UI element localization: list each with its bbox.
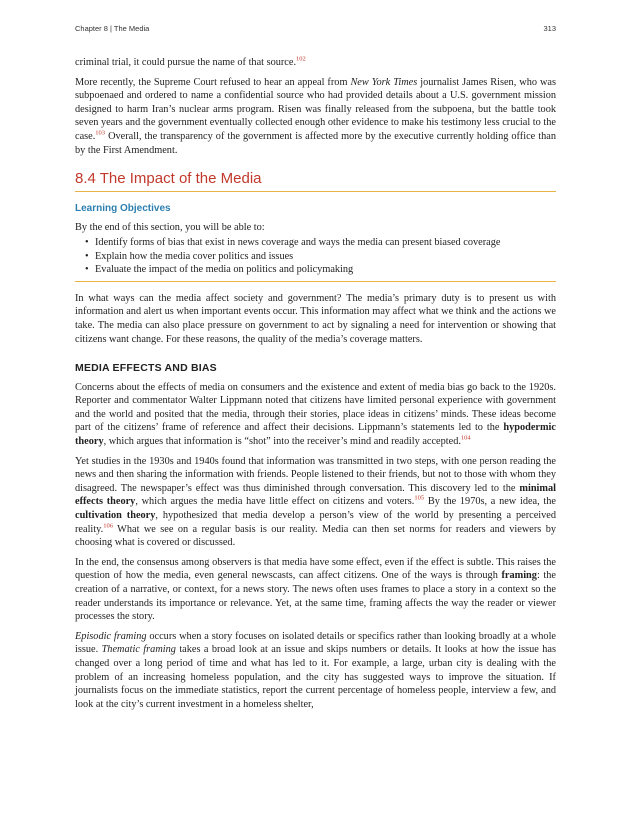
subheading: MEDIA EFFECTS AND BIAS [75, 362, 217, 375]
page-content [75, 56, 556, 717]
footnote-ref[interactable]: 104 [460, 434, 471, 442]
divider [75, 281, 556, 282]
list-item: • Explain how the media cover politics and issues [95, 250, 556, 264]
key-term: hypodermic theory [75, 422, 556, 448]
learning-objectives-intro: By the end of this section, you will be able to: [75, 222, 265, 234]
footnote-ref[interactable]: 103 [95, 129, 106, 137]
paragraph-lippmann: Concerns about the effects of media on consumers and the existence and extent of media bias go back to the 1920s. Reporter and commentator Walter Lippmann noted that citizens have limited personal experience with government and the world and posited that the media, through their stories, place ideas in citizens’ minds. These ideas become part of the citizens’ frame of reference and affect their decisions. Lippmann’s statements led to the hypodermic theory, which argues that information is “shot” into the receiver’s mind and readily accepted.$^{104}$ [75, 381, 556, 448]
paragraph-risen: More recently, the Supreme Court refused to hear an appeal from New York Times journalist James Risen, who was subpoenaed and ordered to name a confidential source who had provided details about a U.S. government mission designed to harm Iran’s nuclear arms program. Risen was finally released from the subpoena, but the battle took seven years and the government eventually collected enough other evidence to make his testimony less crucial to the case.$^{103}$ Overall, the transparency of the government is affected more by the executive currently holding office than by the First Amendment. [75, 76, 556, 156]
key-term: framing [501, 570, 537, 582]
key-term-italic: Thematic framing [101, 644, 176, 656]
section-title: 8.4 The Impact of the Media [75, 172, 556, 192]
newspaper-name: New York Times [350, 76, 418, 88]
paragraph-studies: Yet studies in the 1930s and 1940s found that information was transmitted in two steps, with one person reading the news and then sharing the information with friends. People listened to their friends, but not to those with whom they disagreed. The newspaper’s effect was thus diminished through conversation. This discovery led to the minimal effects theory, which argues the media have little effect on citizens and voters.$^{105}$ By the 1970s, a new idea, the cultivation theory, hypothesized that media develop a person’s view of the world by presenting a perceived reality.$^{106}$ What we see on a regular basis is our reality. Media can then set norms for readers and viewers by choosing what is covered or discussed. [75, 455, 556, 549]
paragraph-episodic: Episodic framing occurs when a story focuses on isolated details or specifics rather than looking broadly at a whole issue. Thematic framing takes a broad look at an issue and skips numbers or details. It looks at how the issue has changed over a long period of time and what has led to it. For example, a large, urban city is dealing with the problem of an increasing homeless population, and the city has suggested ways to improve the situation. If journalists focus on the immediate statistics, report the current percentage of homeless people, interview a few, and look at the city’s current investment in a homeless shelter, [75, 630, 557, 710]
page-number: 313 [543, 24, 556, 33]
learning-objectives-title: Learning Objectives [75, 202, 171, 214]
key-term: minimal effects theory [75, 482, 556, 508]
paragraph-media-duty: In what ways can the media affect society and government? The media’s primary duty is to present us with information and alert us when important events occur. This information may affect what we think and the actions we take. The media can also place pressure on government to act by signaling a need for intervention or showing that citizens want change. For these reasons, the quality of the media’s coverage matters. [75, 292, 556, 345]
list-item: • Evaluate the impact of the media on politics and policymaking [95, 263, 556, 277]
list-item: • Identify forms of bias that exist in news coverage and ways the media can present biased coverage [95, 236, 556, 250]
footnote-ref[interactable]: 102 [296, 55, 306, 63]
footnote-ref[interactable]: 105 [414, 495, 425, 503]
learning-objectives-list [75, 236, 556, 277]
key-term: cultivation theory [75, 510, 156, 522]
key-term-italic: Episodic framing [75, 630, 147, 642]
paragraph-intro: criminal trial, it could pursue the name of that source.$^{102}$ [75, 55, 306, 68]
paragraph-framing: In the end, the consensus among observers is that media have some effect, even if the effect is subtle. This raises the question of how the media, even general newscasts, can affect citizens. One of the ways is through framing: the creation of a narrative, or context, for a news story. The news often uses frames to place a story in a context so the reader understands its importance or relevance. Yet, at the same time, framing affects the way the reader or viewer processes the story. [75, 556, 556, 623]
learning-objectives [75, 202, 556, 282]
footnote-ref[interactable]: 106 [103, 522, 113, 530]
chapter-title: Chapter 8 | The Media [75, 24, 150, 33]
running-header [75, 24, 556, 33]
